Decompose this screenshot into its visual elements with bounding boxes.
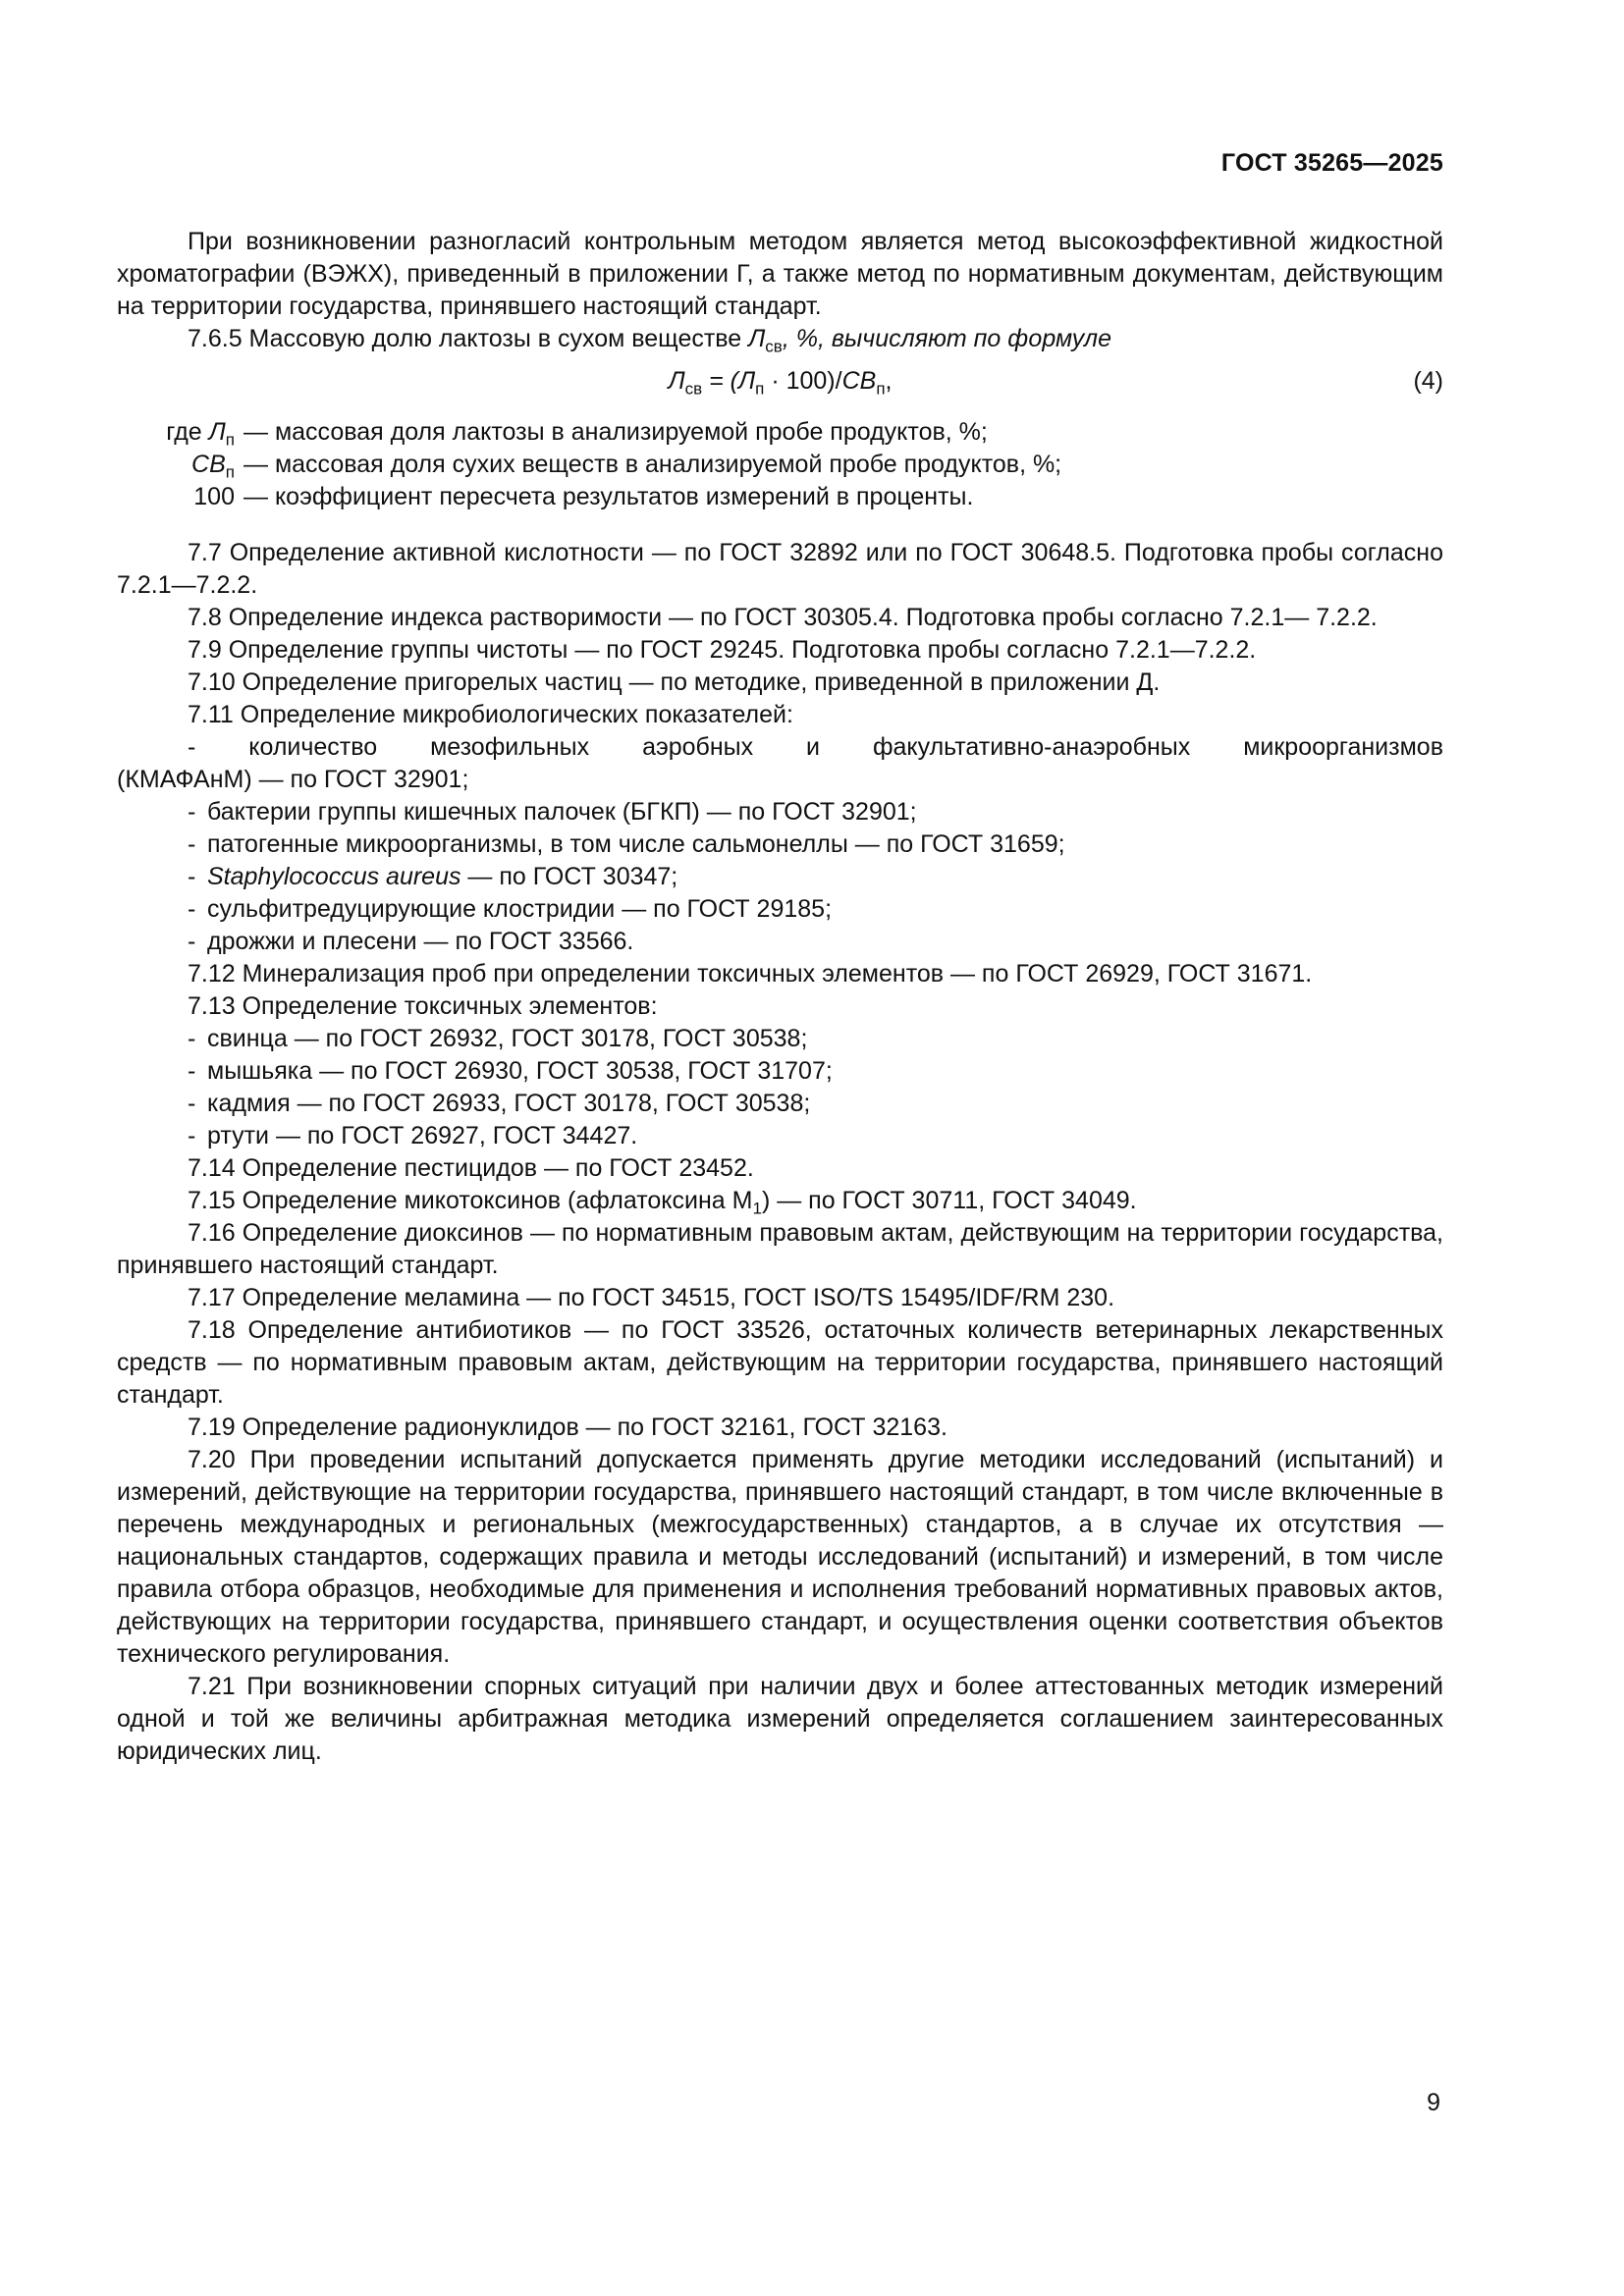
paragraph-7-15: 7.15 Определение микотоксинов (афлатоксина $М_1$) — по ГОСТ 30711, ГОСТ 34049. [188,1187,1137,1218]
paragraph-7-19: 7.19 Определение радионуклидов — по ГОСТ 32161, ГОСТ 32163. [188,1414,947,1441]
formula-4 [117,359,1443,404]
list-item-continuation: (КМАФАнМ) — по ГОСТ 32901; [117,766,469,793]
list-item: - ртути — по ГОСТ 26927, ГОСТ 34427. [188,1122,638,1149]
list-item: - бактерии группы кишечных палочек (БГКП) — по ГОСТ 32901; [188,798,917,826]
legend-row: 100 — коэффициент пересчета результатов измерений в проценты. [193,483,974,510]
formula-expression: $Л_{св} = (Л_п \cdot 100)/СВ_п$, [668,367,893,399]
paragraph-7-16: 7.16 Определение диоксинов — по нормативным правовым актам, действующим на территории государства, принявшего настоящий стандарт. [117,1219,1443,1279]
list-item: - свинца — по ГОСТ 26932, ГОСТ 30178, ГОСТ 30538; [188,1025,808,1052]
paragraph-7-6-5: 7.6.5 Массовую долю лактозы в сухом веществе $Л_{св}$, %, вычисляют по формуле [188,325,1112,356]
paragraph-7-7: 7.7 Определение активной кислотности — по ГОСТ 32892 или по ГОСТ 30648.5. Подготовка пробы согласно 7.2.1—7.2.2. [117,539,1443,599]
paragraph-7-11: 7.11 Определение микробиологических показателей: [188,701,793,728]
legend-row: $СВ_п$ — массовая доля сухих веществ в анализируемой пробе продуктов, %; [191,451,1062,482]
list-item: - количество мезофильных аэробных и факультативно-анаэробных микроорганизмов [188,733,1443,761]
formula-number: (4) [1413,367,1443,395]
paragraph-7-10: 7.10 Определение пригорелых частиц — по методике, приведенной в приложении Д. [188,668,1161,696]
document-body [117,226,1443,1768]
page-number: 9 [1427,2089,1440,2116]
paragraph-7-13: 7.13 Определение токсичных элементов: [188,992,658,1020]
list-item: - кадмия — по ГОСТ 26933, ГОСТ 30178, ГОСТ 30538; [188,1090,811,1117]
list-item: - мышьяка — по ГОСТ 26930, ГОСТ 30538, ГОСТ 31707; [188,1057,833,1085]
paragraph-7-21: 7.21 При возникновении спорных ситуаций при наличии двух и более аттестованных методик измерений одной и той же величины арбитражная методика измерений определяется соглашением заинтересованных юридических лиц. [117,1673,1443,1765]
paragraph-7-18: 7.18 Определение антибиотиков — по ГОСТ 33526, остаточных количеств ветеринарных лекарственных средств — по нормативным правовым актам, действующим на территории государства, принявшего настоящий стандарт. [117,1316,1443,1409]
paragraph-7-17: 7.17 Определение меламина — по ГОСТ 34515, ГОСТ ISO/TS 15495/IDF/RM 230. [188,1284,1115,1311]
paragraph-7-20: 7.20 При проведении испытаний допускается применять другие методики исследований (испытаний) и измерений, действующие на территории государства, принявшего настоящий стандарт, в том числе включенные в перечень международных и региональных (межгосударственных) стандартов, а в случае их отсутствия — национальных стандартов, содержащих правила и методы исследований (испытаний) и измерений, в том числе правила отбора образцов, необходимые для применения и исполнения требований нормативных правовых актов, действующих на территории государства, принявшего стандарт, и осуществления оценки соответствия объектов технического регулирования. [117,1446,1443,1668]
paragraph-7-14: 7.14 Определение пестицидов — по ГОСТ 23452. [188,1154,754,1182]
list-item: - сульфитредуцирующие клостридии — по ГОСТ 29185; [188,895,833,923]
paragraph-7-9: 7.9 Определение группы чистоты — по ГОСТ 29245. Подготовка пробы согласно 7.2.1—7.2.2. [188,636,1257,664]
standard-header: ГОСТ 35265—2025 [1220,149,1443,177]
list-item: - патогенные микроорганизмы, в том числе сальмонеллы — по ГОСТ 31659; [188,830,1065,858]
paragraph-7-8: 7.8 Определение индекса растворимости — по ГОСТ 30305.4. Подготовка пробы согласно 7.2.1— 7.2.2. [188,604,1378,631]
list-item: - дрожжи и плесени — по ГОСТ 33566. [188,928,634,955]
paragraph-intro: При возникновении разногласий контрольным методом является метод высокоэффективной жидкостной хроматографии (ВЭЖХ), приведенный в приложении Г, а также метод по нормативным документам, действующим на территории государства, принявшего настоящий стандарт. [117,228,1443,320]
legend-row: где $Л_п$ — массовая доля лактозы в анализируемой пробе продуктов, %; [166,418,988,450]
list-item: - Staphylococcus aureus — по ГОСТ 30347; [188,863,678,890]
paragraph-7-12: 7.12 Минерализация проб при определении токсичных элементов — по ГОСТ 26929, ГОСТ 31671. [188,960,1313,988]
formula-legend [117,416,1443,513]
